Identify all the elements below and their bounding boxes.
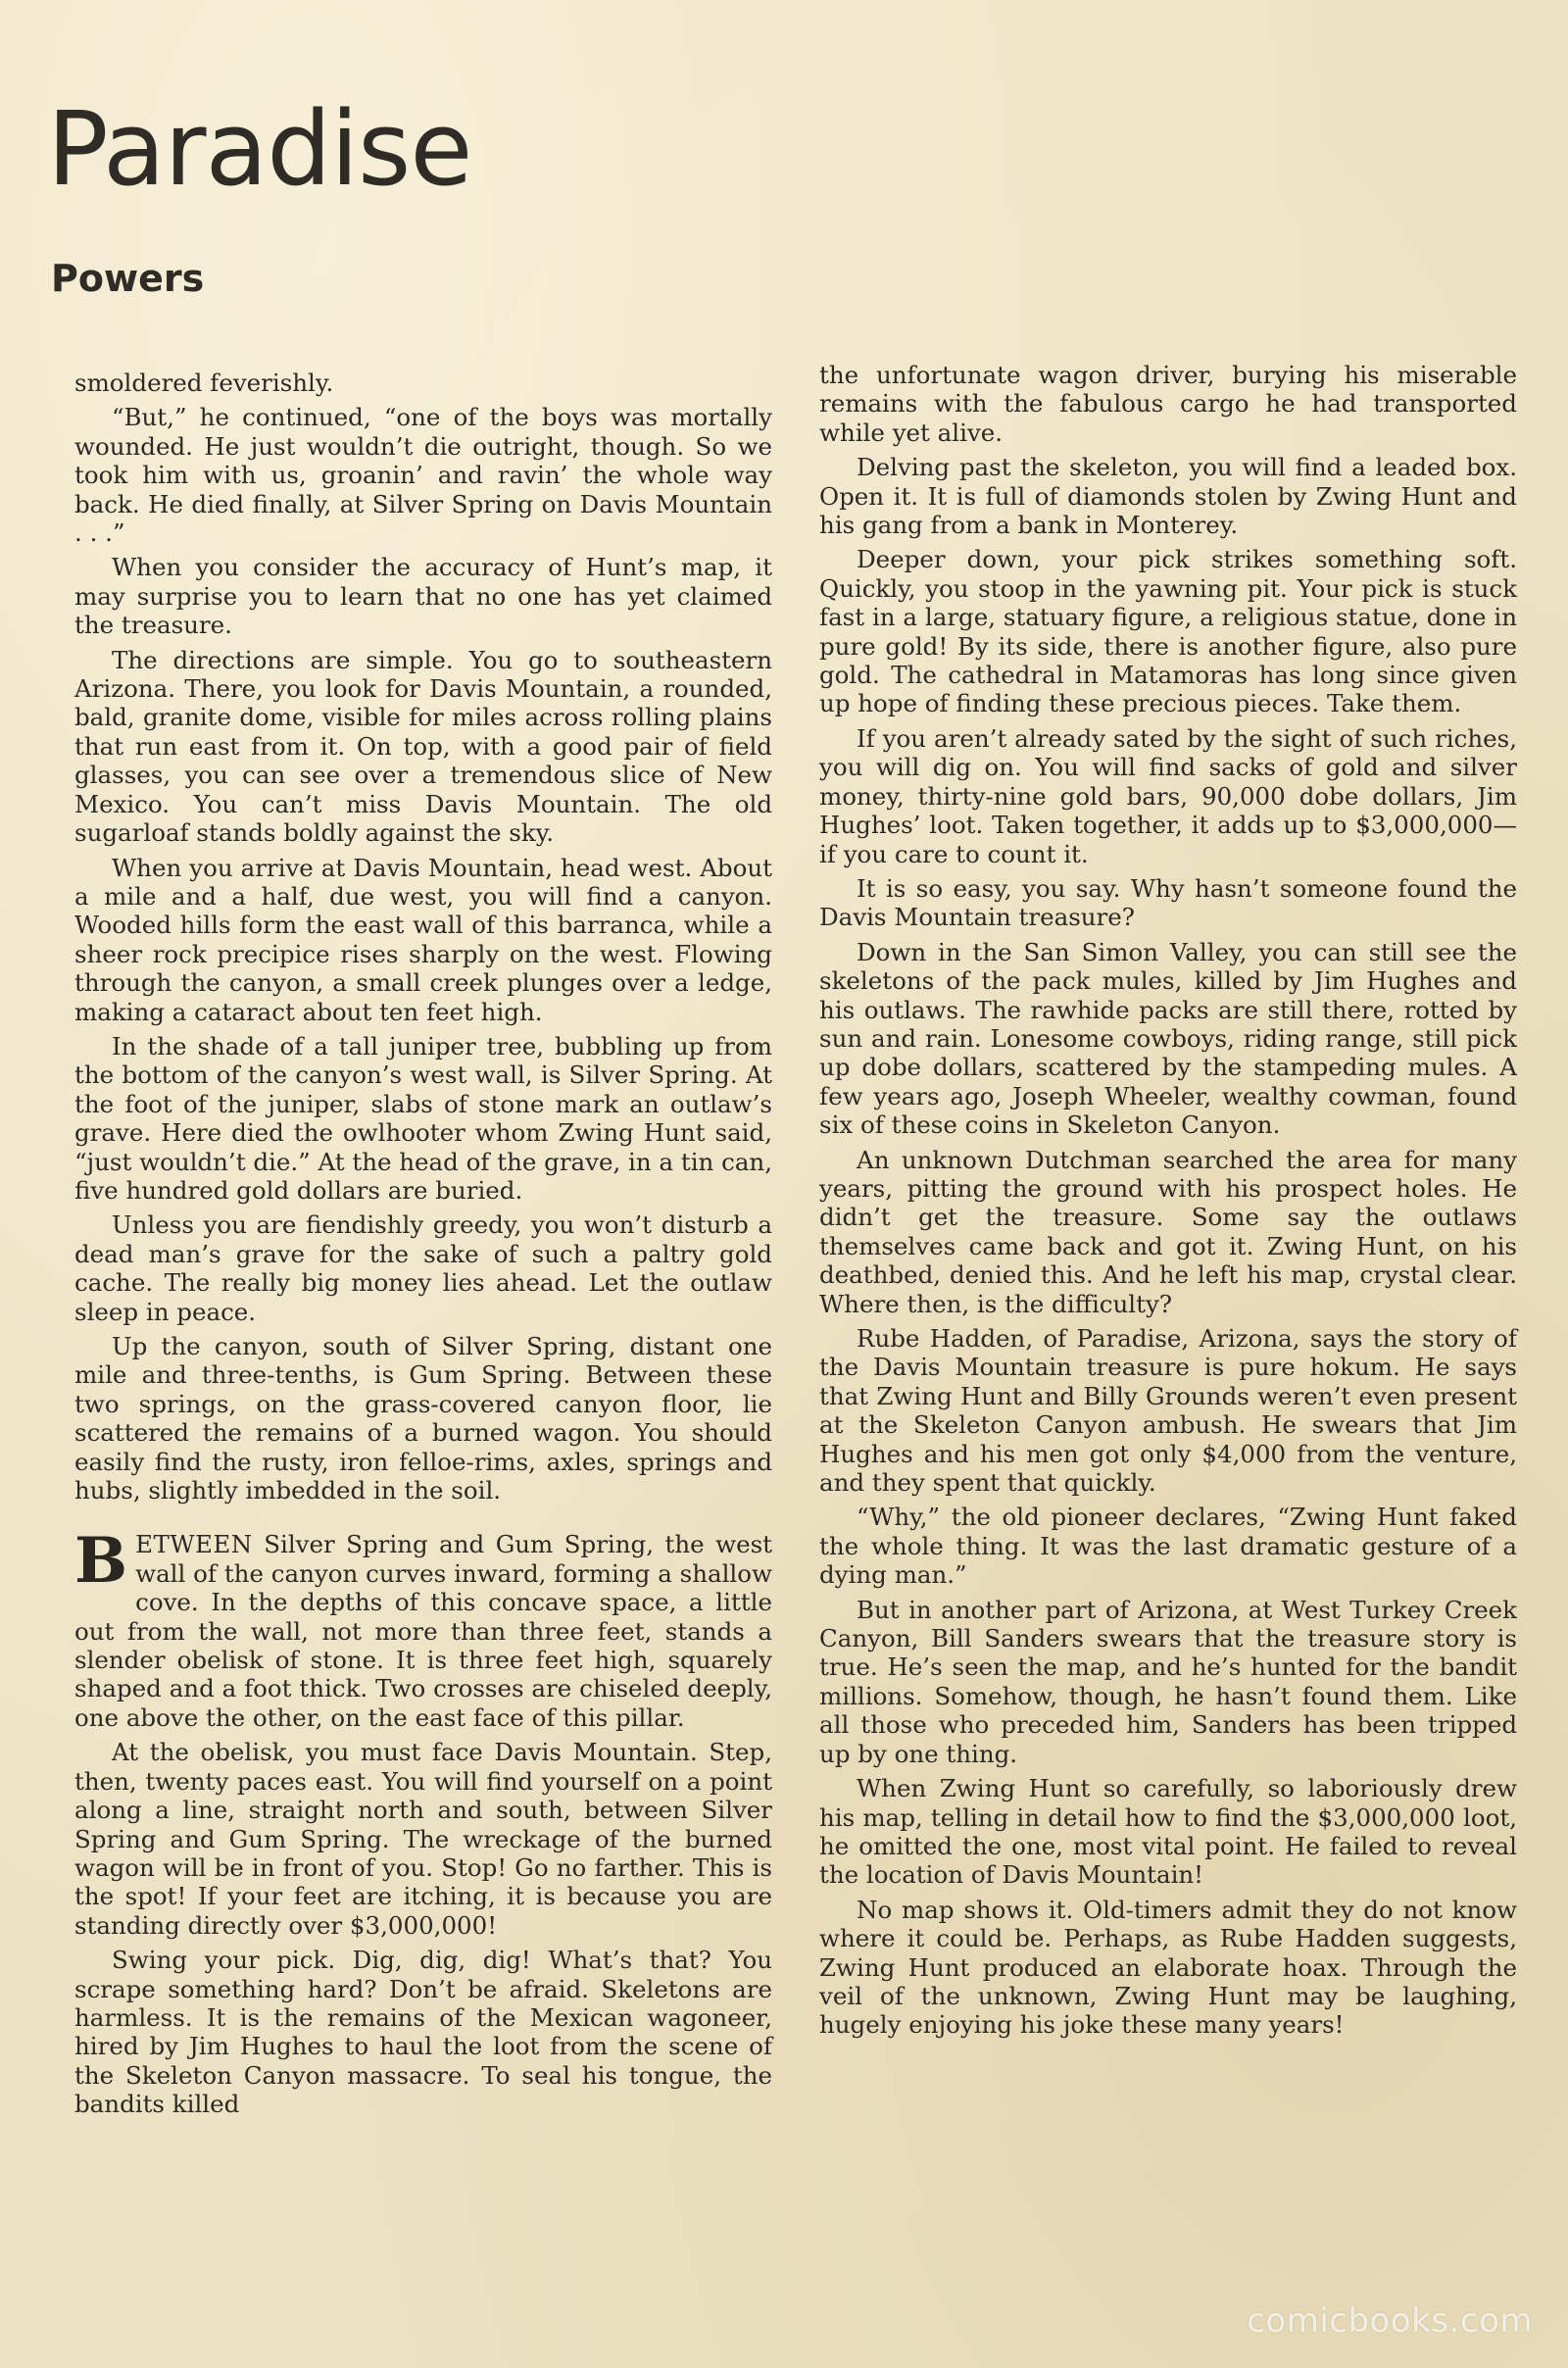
paragraph: “But,” he continued, “one of the boys was mortally wounded. He just wouldn’t die outright, though. So we took him with us, groanin’ and ravin’ the whole way back. He died finally, at Silver Spring on Davis Mountain . . .” xyxy=(74,403,772,548)
paragraph: The directions are simple. You go to southeastern Arizona. There, you look for Davis Mountain, a rounded, bald, granite dome, visible for miles across rolling plains that run east from it. On top, with a good pair of field glasses, you can see over a tremendous slice of New Mexico. You can’t miss Davis Mountain. The old sugarloaf stands boldly against the sky. xyxy=(74,645,772,848)
lead-in-caps: ETWEEN xyxy=(135,1530,253,1559)
paragraph: At the obelisk, you must face Davis Mountain. Step, then, twenty paces east. You will find yourself on a point along a line, straight north and south, between Silver Spring and Gum Spring. The wreckage of the burned wagon will be in front of you. Stop! Go no farther. This is the spot! If your feet are itching, it is because you are standing directly over $3,000,000! xyxy=(74,1738,772,1940)
paragraph: Down in the San Simon Valley, you can still see the skeletons of the pack mules, killed by Jim Hughes and his outlaws. The rawhide packs are still there, rotted by sun and rain. Lonesome cowboys, riding range, still pick up dobe dollars, scattered by the stampeding mules. A few years ago, Joseph Wheeler, wealthy cowman, found six of these coins in Skeleton Canyon. xyxy=(819,937,1517,1140)
drop-cap: B xyxy=(74,1524,128,1599)
paragraph: Delving past the skeleton, you will find a leaded box. Open it. It is full of diamonds stolen by Zwing Hunt and his gang from a bank in Monterey. xyxy=(819,453,1517,540)
site-watermark: comicbooks.com xyxy=(1247,2301,1533,2341)
paragraph: But in another part of Arizona, at West Turkey Creek Canyon, Bill Sanders swears that the treasure story is true. He’s seen the map, and he’s hunted for the bandit millions. Somehow, though, he hasn’t found them. Like all those who preceded him, Sanders has been tripped up by one thing. xyxy=(819,1595,1517,1768)
paragraph: Swing your pick. Dig, dig, dig! What’s that? You scrape something hard? Don’t be afraid. Skeletons are harmless. It is the remains of the Mexican wagoneer, hired by Jim Hughes to haul the loot from the scene of the Skeleton Canyon massacre. To seal his tongue, the bandits killed xyxy=(74,1946,772,2119)
article-title: Paradise xyxy=(47,89,472,209)
paragraph: Up the canyon, south of Silver Spring, distant one mile and three-tenths, is Gum Spring. Between these two springs, on the grass-covered canyon floor, lie scattered the remains of a burned wagon. You should easily find the rusty, iron felloe-rims, axles, springs and hubs, slightly imbedded in the soil. xyxy=(74,1332,772,1505)
paragraph-text: Silver Spring and Gum Spring, the west wall of the canyon curves inward, forming a shallow cove. In the depths of this concave space, a little out from the wall, not more than three feet, stands a slender obelisk of stone. It is three feet high, squarely shaped and a foot thick. Two crosses are chiseled deeply, one above the other, on the east face of this pillar. xyxy=(74,1530,772,1732)
paragraph: If you aren’t already sated by the sight of such riches, you will dig on. You will find sacks of gold and silver money, thirty-nine gold bars, 90,000 dobe dollars, Jim Hughes’ loot. Taken together, it adds up to $3,000,000—if you care to count it. xyxy=(819,723,1517,868)
paragraph: No map shows it. Old-timers admit they do not know where it could be. Perhaps, as Rube Hadden suggests, Zwing Hunt produced an elaborate hoax. Through the veil of the unknown, Zwing Hunt may be laughing, hugely enjoying his joke these many years! xyxy=(819,1895,1517,2040)
paragraph: When you consider the accuracy of Hunt’s map, it may surprise you to learn that no one has yet claimed the treasure. xyxy=(74,553,772,640)
paragraph: In the shade of a tall juniper tree, bubbling up from the bottom of the canyon’s west wall, is Silver Spring. At the foot of the juniper, slabs of stone mark an outlaw’s grave. Here died the owlhooter whom Zwing Hunt said, “just wouldn’t die.” At the head of the grave, in a tin can, five hundred gold dollars are buried. xyxy=(74,1031,772,1205)
paragraph: Deeper down, your pick strikes something soft. Quickly, you stoop in the yawning pit. Your pick is stuck fast in a large, statuary figure, a religious statue, done in pure gold! By its side, there is another figure, also pure gold. The cathedral in Matamoras has long since given up hope of finding these precious pieces. Take them. xyxy=(819,545,1517,718)
paragraph: When you arrive at Davis Mountain, head west. About a mile and a half, due west, you will find a canyon. Wooded hills form the east wall of this barranca, while a sheer rock precipice rises sharply on the west. Flowing through the canyon, a small creek plunges over a ledge, making a cataract about ten feet high. xyxy=(74,853,772,1026)
section-opening-paragraph xyxy=(74,1524,772,1732)
paragraph: Rube Hadden, of Paradise, Arizona, says the story of the Davis Mountain treasure is pure hokum. He says that Zwing Hunt and Billy Grounds weren’t even present at the Skeleton Canyon ambush. He swears that Jim Hughes and his men got only $4,000 from the venture, and they spent that quickly. xyxy=(819,1324,1517,1498)
paragraph: When Zwing Hunt so carefully, so laboriously drew his map, telling in detail how to find the $3,000,000 loot, he omitted the one, most vital point. He failed to reveal the location of Davis Mountain! xyxy=(819,1774,1517,1890)
paragraph: An unknown Dutchman searched the area for many years, pitting the ground with his prospect holes. He didn’t get the treasure. Some say the outlaws themselves came back and got it. Zwing Hunt, on his deathbed, denied this. And he left his map, crystal clear. Where then, is the difficulty? xyxy=(819,1145,1517,1318)
article-byline: Powers xyxy=(51,257,205,300)
paragraph: the unfortunate wagon driver, burying his miserable remains with the fabulous cargo he had transported while yet alive. xyxy=(819,361,1517,447)
paragraph: Unless you are fiendishly greedy, you won’t disturb a dead man’s grave for the sake of such a paltry gold cache. The really big money lies ahead. Let the outlaw sleep in peace. xyxy=(74,1210,772,1326)
right-text-column xyxy=(819,361,1517,2046)
paragraph: It is so easy, you say. Why hasn’t someone found the Davis Mountain treasure? xyxy=(819,873,1517,932)
paragraph: “Why,” the old pioneer declares, “Zwing Hunt faked the whole thing. It was the last dramatic gesture of a dying man.” xyxy=(819,1503,1517,1590)
paragraph: smoldered feverishly. xyxy=(74,369,334,397)
left-text-column xyxy=(74,369,772,2125)
